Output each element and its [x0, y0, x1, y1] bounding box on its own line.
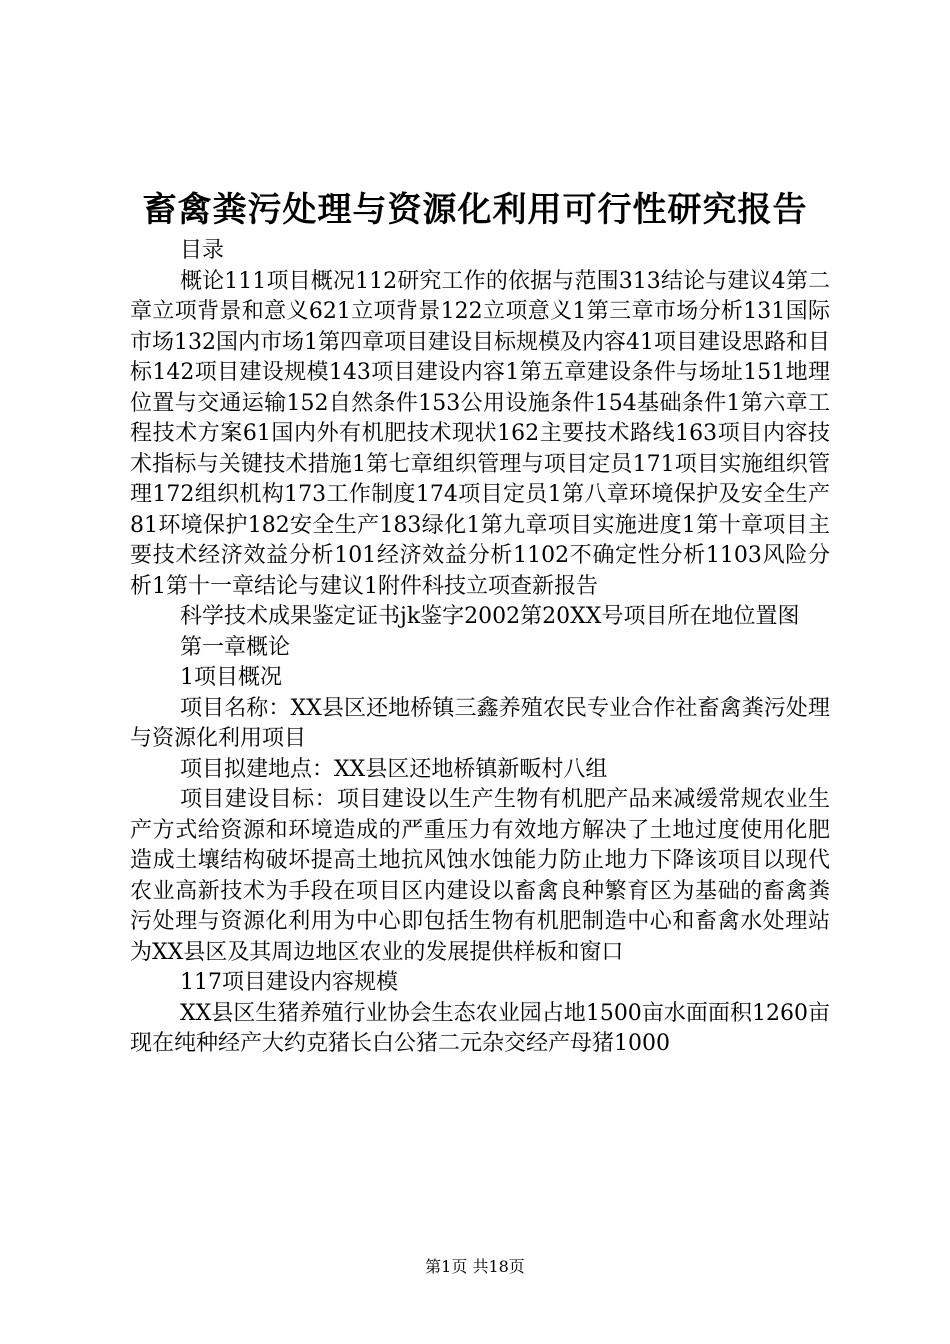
paragraph-project-location: 项目拟建地点：XX县区还地桥镇新畈村八组 — [180, 756, 608, 782]
paragraph-project-name: 项目名称：XX县区还地桥镇三鑫养殖农民专业合作社畜禽粪污处理与资源化利用项目 — [130, 695, 830, 751]
document-body — [130, 236, 830, 1060]
toc-heading: 目录 — [180, 238, 225, 263]
page-footer: 第1页 共18页 — [425, 1257, 525, 1276]
toc-content: 概论111项目概况112研究工作的依据与范围313结论与建议4第二章立项背景和意义621立项背景122立项意义1第三章市场分析131国际市场132国内市场1第四章项目建设目标规模及内容41项目建设思路和目标142项目建设规模143项目建设内容1第五章建设条件与场址151地理位置与交通运输152自然条件153公用设施条件154基础条件1第六章工程技术方案61国内外有机肥技术现状162主要技术路线163项目内容技术指标与关键技术措施1第七章组织管理与项目定员171项目实施组织管理172组织机构173工作制度174项目定员1第八章环境保护及安全生产81环境保护182安全生产183绿化1第九章项目实施进度1第十章项目主要技术经济效益分析101经济效益分析1102不确定性分析1103风险分析1第十一章结论与建议1附件科技立项查新报告 — [130, 268, 830, 599]
section-heading: 1项目概况 — [180, 665, 282, 690]
subsection-heading: 117项目建设内容规模 — [180, 970, 398, 995]
paragraph-project-goal: 项目建设目标：项目建设以生产生物有机肥产品来减缓常规农业生产方式给资源和环境造成的严重压力有效地方解决了土地过度使用化肥造成土壤结构破坏提高土地抗风蚀水蚀能力防止地力下降该项目以现代农业高新技术为手段在项目区内建设以畜禽良种繁育区为基础的畜禽粪污处理与资源化利用为中心即包括生物有机肥制造中心和畜禽水处理站为XX县区及其周边地区农业的发展提供样板和窗口 — [130, 787, 830, 965]
paragraph-scale: XX县区生猪养殖行业协会生态农业园占地1500亩水面面积1260亩现在纯种经产大约克猪长白公猪二元杂交经产母猪1000 — [130, 1000, 830, 1056]
paragraph-appendix: 科学技术成果鉴定证书jk鉴字2002第20XX号项目所在地位置图 — [180, 604, 800, 629]
chapter-heading: 第一章概论 — [180, 634, 291, 660]
document-title: 畜禽粪污处理与资源化利用可行性研究报告 — [142, 190, 808, 230]
